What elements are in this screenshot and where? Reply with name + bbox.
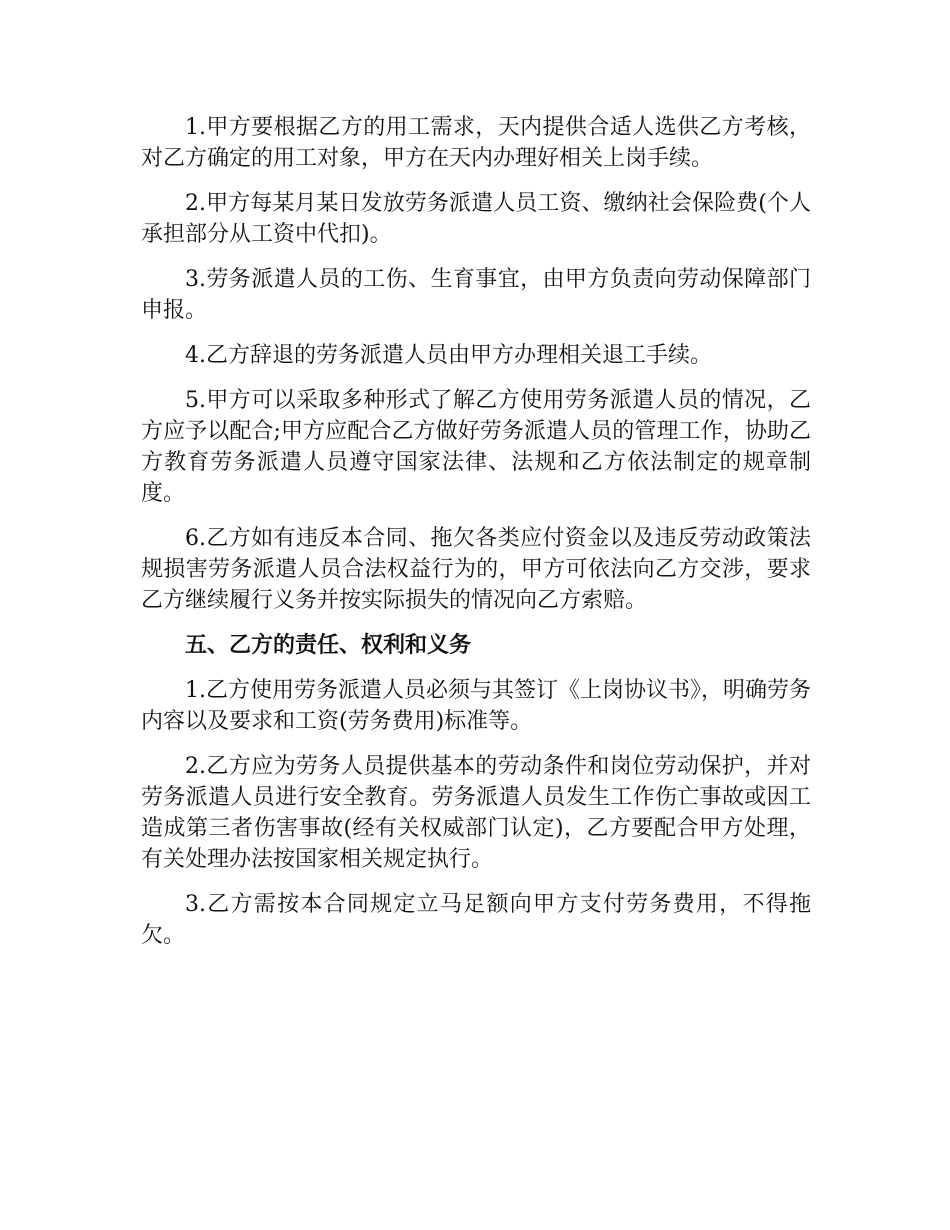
clause-paragraph: 1.甲方要根据乙方的用工需求，天内提供合适人选供乙方考核，对乙方确定的用工对象，甲方在天内办理好相关上岗手续。 (141, 115, 811, 171)
clause-paragraph: 3.乙方需按本合同规定立马足额向甲方支付劳务费用，不得拖欠。 (141, 892, 811, 948)
clause-paragraph: 4.乙方辞退的劳务派遣人员由甲方办理相关退工手续。 (185, 343, 712, 368)
clause-paragraph: 6.乙方如有违反本合同、拖欠各类应付资金以及违反劳动政策法规损害劳务派遣人员合法权益行为的，甲方可依法向乙方交涉，要求乙方继续履行义务并按实际损失的情况向乙方索赔。 (141, 526, 811, 613)
clause-paragraph: 2.甲方每某月某日发放劳务派遣人员工资、缴纳社会保险费(个人承担部分从工资中代扣)。 (141, 191, 811, 247)
clause-paragraph: 1.乙方使用劳务派遣人员必须与其签订《上岗协议书》，明确劳务内容以及要求和工资(劳务费用)标准等。 (141, 678, 811, 734)
clause-paragraph: 5.甲方可以采取多种形式了解乙方使用劳务派遣人员的情况，乙方应予以配合;甲方应配合乙方做好劳务派遣人员的管理工作，协助乙方教育劳务派遣人员遵守国家法律、法规和乙方依法制定的规章制度。 (141, 388, 811, 506)
clause-paragraph: 3.劳务派遣人员的工伤、生育事宜，由甲方负责向劳动保障部门申报。 (141, 267, 811, 323)
section-heading: 五、乙方的责任、权利和义务 (185, 633, 472, 658)
clause-paragraph: 2.乙方应为劳务人员提供基本的劳动条件和岗位劳动保护，并对劳务派遣人员进行安全教育。劳务派遣人员发生工作伤亡事故或因工造成第三者伤害事故(经有关权威部门认定)，乙方要配合甲方处理，有关处理办法按国家相关规定执行。 (141, 754, 811, 872)
document-body (141, 112, 811, 965)
